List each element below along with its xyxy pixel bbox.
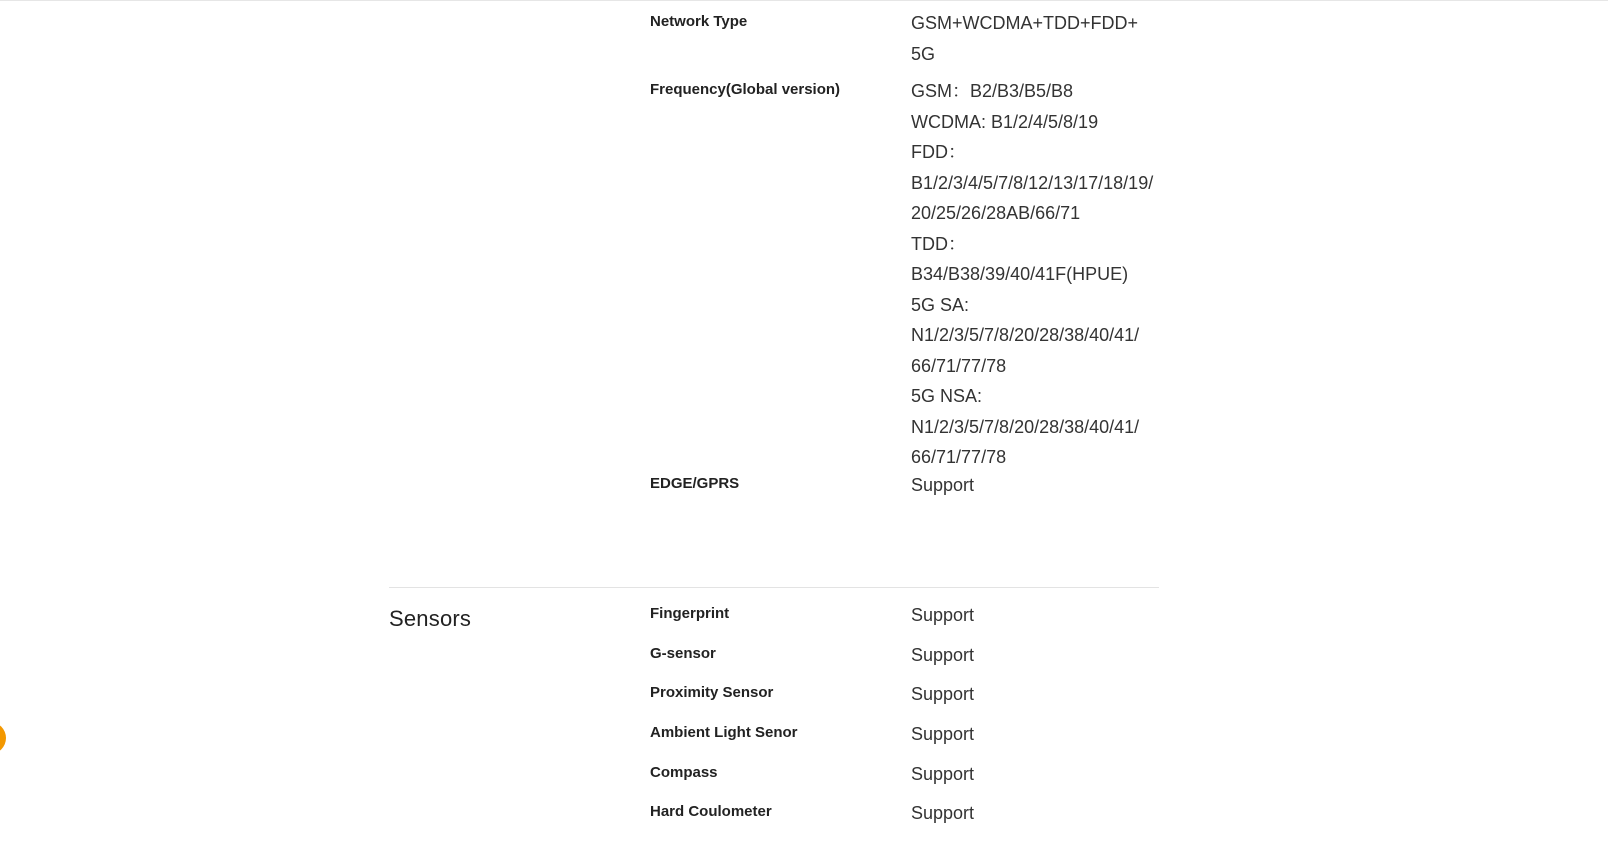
spec-label: Proximity Sensor: [650, 684, 774, 701]
spec-value-line: N1/2/3/5/7/8/20/28/38/40/41/: [911, 325, 1140, 345]
spec-value-line: N1/2/3/5/7/8/20/28/38/40/41/: [911, 416, 1140, 437]
spec-value-line: 66/71/77/78: [911, 447, 1007, 467]
spec-label: Frequency(Global version): [650, 81, 841, 98]
spec-value: Support: [911, 764, 975, 784]
spec-value: Support: [911, 803, 975, 823]
spec-value: Support: [911, 724, 975, 744]
spec-value-line: WCDMA: B1/2/4/5/8/19: [911, 111, 1099, 132]
spec-value: [911, 8, 1159, 69]
spec-value-line: Support: [911, 475, 975, 495]
spec-value-line: 66/71/77/78: [911, 355, 1007, 376]
spec-label: Compass: [650, 764, 718, 781]
spec-value-line: GSM：B2/B3/B5/B8: [911, 81, 1074, 101]
spec-value: Support: [911, 645, 975, 665]
spec-value: Support: [911, 605, 975, 625]
spec-value: [911, 76, 1159, 473]
spec-value-line: 5G NSA:: [911, 386, 983, 406]
spec-value-line: 5G SA:: [911, 294, 970, 315]
spec-value-line: 5G: [911, 43, 936, 64]
section-title: Sensors: [389, 606, 472, 631]
spec-value-line: GSM+WCDMA+TDD+FDD+: [911, 13, 1139, 33]
spec-label: EDGE/GPRS: [650, 475, 740, 492]
spec-label: Network Type: [650, 13, 748, 30]
spec-label: G-sensor: [650, 645, 716, 662]
spec-value-line: FDD：: [911, 142, 966, 162]
spec-value: [911, 470, 1159, 501]
orange-circle-icon[interactable]: [0, 722, 6, 754]
spec-label: Ambient Light Senor: [650, 724, 798, 741]
spec-value-line: 20/25/26/28AB/66/71: [911, 203, 1081, 223]
spec-value: Support: [911, 684, 975, 704]
spec-value-line: B34/B38/39/40/41F(HPUE): [911, 264, 1129, 284]
spec-value-line: B1/2/3/4/5/7/8/12/13/17/18/19/: [911, 172, 1154, 193]
spec-label: Fingerprint: [650, 605, 730, 622]
top-border: [0, 0, 1608, 1]
spec-label: Hard Coulometer: [650, 803, 772, 820]
spec-value-line: TDD：: [911, 233, 966, 254]
section-divider: [389, 587, 1159, 588]
